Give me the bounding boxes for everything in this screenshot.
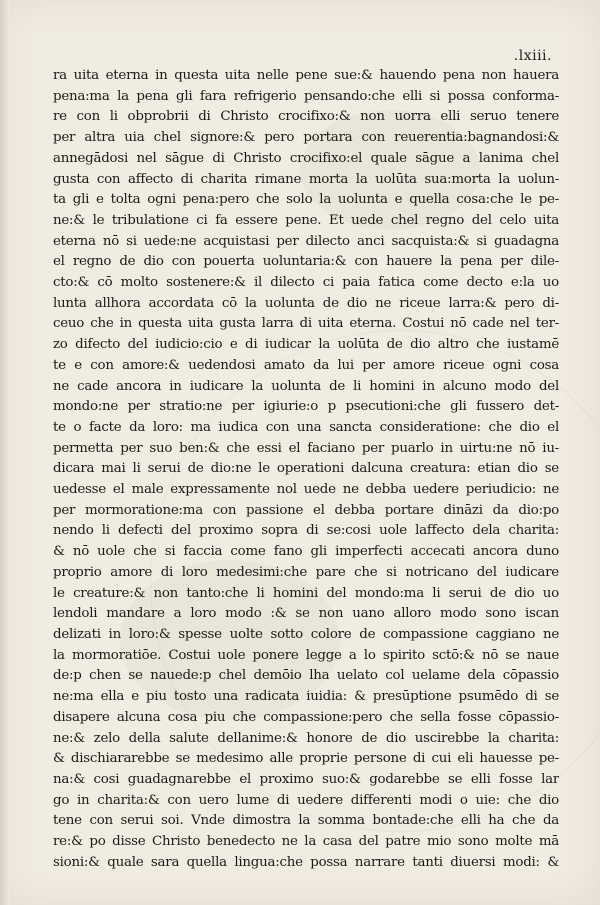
text-line: go in charita:& con uero lume di uedere differenti modi o uie: che dio xyxy=(53,792,559,808)
text-line: na:& cosi guadagnarebbe el proximo suo:& godarebbe se elli fosse lar xyxy=(53,771,559,787)
folio-number: .lxiii. xyxy=(513,48,552,64)
text-line: le creature:& non tanto:che li homini del mondo:ma li serui de dio uo xyxy=(53,585,559,601)
text-line: te e con amore:& uedendosi amato da lui per amore riceue ogni cosa xyxy=(53,357,559,373)
text-line: ne:& le tribulatione ci fa essere pene. Et uede chel regno del celo uita xyxy=(53,212,559,228)
text-line: zo difecto del iudicio:cio e di iudicar la uolūta de dio altro che iustamē xyxy=(53,337,559,353)
text-line: delizati in loro:& spesse uolte sotto colore de compassione caggiano ne xyxy=(53,626,559,642)
page-edge xyxy=(0,0,10,905)
text-line: annegādosi nel sāgue di Christo crocifixo:el quale sāgue a lanima chel xyxy=(53,150,559,166)
text-line: ne:& zelo della salute dellanime:& honore de dio uscirebbe la charita: xyxy=(53,730,559,746)
text-line: tene con serui soi. Vnde dimostra la somma bontade:che elli ha che da xyxy=(53,813,559,829)
text-line: sioni:& quale sara quella lingua:che possa narrare tanti diuersi modi: & xyxy=(53,854,559,870)
text-line: permetta per suo ben:& che essi el faciano per puarlo in uirtu:ne nō iu- xyxy=(53,440,559,456)
text-line: per altra uia chel signore:& pero portara con reuerentia:bagnandosi:& xyxy=(53,130,559,146)
text-line: nendo li defecti del proximo sopra di se:cosi uole laffecto dela charita: xyxy=(53,523,559,539)
text-line: proprio amore di loro medesimi:che pare che si notricano del iudicare xyxy=(53,564,559,580)
text-line: pena:ma la pena gli fara refrigerio pensando:che elli si possa conforma- xyxy=(53,88,559,104)
text-line: de:p chen se nauede:p chel demōio lha uelato col uelame dela cōpassio xyxy=(53,668,559,684)
text-line: ne:ma ella e piu tosto una radicata iuidia: & presūptione psumēdo di se xyxy=(53,689,559,705)
text-line: disapere alcuna cosa piu che compassione:pero che sella fosse cōpassio- xyxy=(53,709,559,725)
text-line: dicara mai li serui de dio:ne le operationi dalcuna creatura: etian dio se xyxy=(53,461,559,477)
text-line: lunta allhora accordata cō la uolunta de dio ne riceue larra:& pero di- xyxy=(53,295,559,311)
text-line: uedesse el male expressamente nol uede ne debba uedere periudicio: ne xyxy=(53,482,559,498)
text-line: eterna nō si uede:ne acquistasi per dilecto anci sacquista:& si guadagna xyxy=(53,233,559,249)
text-line: cto:& cō molto sostenere:& il dilecto ci paia fatica come decto e:la uo xyxy=(53,275,559,291)
text-line: & dischiararebbe se medesimo alle proprie persone di cui eli hauesse pe- xyxy=(53,751,559,767)
text-block xyxy=(53,66,559,873)
text-line: ta gli e tolta ogni pena:pero che solo la uolunta e quella cosa:che le pe- xyxy=(53,192,559,208)
text-line: la mormoratiōe. Costui uole ponere legge a lo spirito sctō:& nō se naue xyxy=(53,647,559,663)
text-line: te o facte da loro: ma iudica con una sancta consideratione: che dio el xyxy=(53,419,559,435)
text-line: gusta con affecto di charita rimane morta la uolūta sua:morta la uolun- xyxy=(53,171,559,187)
text-line: ceuo che in questa uita gusta larra di uita eterna. Costui nō cade nel ter- xyxy=(53,316,559,332)
text-line: lendoli mandare a loro modo :& se non uano alloro modo sono iscan xyxy=(53,606,559,622)
text-line: re con li obprobrii di Christo crocifixo:& non uorra elli seruo tenere xyxy=(53,109,559,125)
text-line: per mormoratione:ma con passione el debba portare dināzi da dio:po xyxy=(53,502,559,518)
text-line: ne cade ancora in iudicare la uolunta de li homini in alcuno modo del xyxy=(53,378,559,394)
text-line: el regno de dio con pouerta uoluntaria:& con hauere la pena per dile- xyxy=(53,254,559,270)
text-line: mondo:ne per stratio:ne per igiurie:o p psecutioni:che gli fussero det- xyxy=(53,399,559,415)
text-line: re:& po disse Christo benedecto ne la casa del patre mio sono molte mā xyxy=(53,834,559,850)
text-line: ra uita eterna in questa uita nelle pene sue:& hauendo pena non hauera xyxy=(53,68,559,83)
text-line: & nō uole che si faccia come fano gli imperfecti accecati ancora duno xyxy=(53,544,559,560)
